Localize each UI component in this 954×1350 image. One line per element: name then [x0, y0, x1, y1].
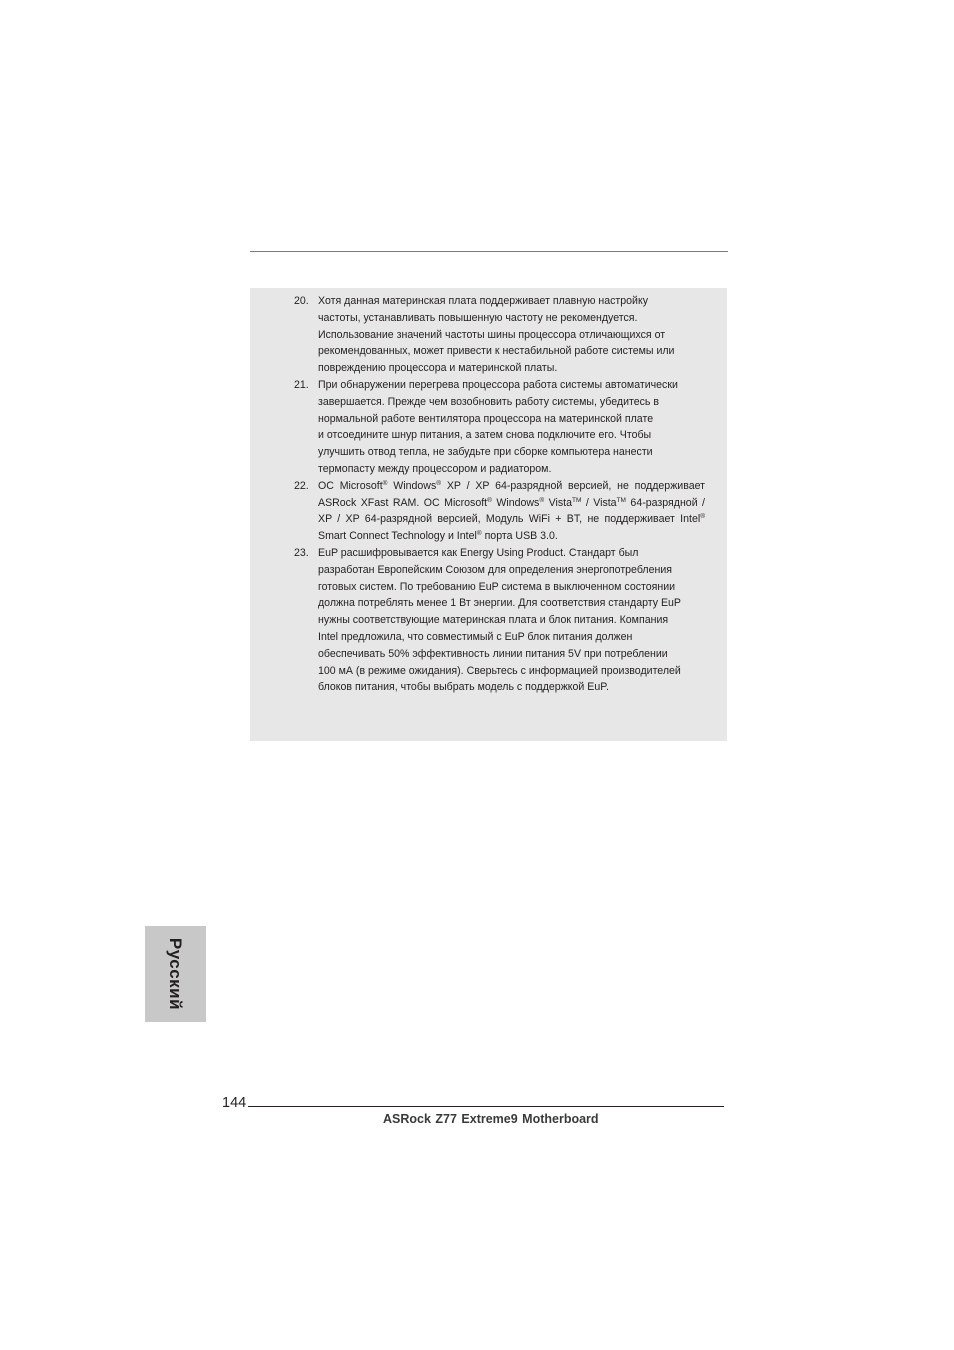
note-line: обеспечивать 50% эффективность линии питания 5V при потреблении — [318, 647, 668, 660]
registered-mark: ® — [382, 479, 388, 487]
footer-rule — [248, 1106, 724, 1107]
registered-mark: ® — [700, 513, 705, 521]
note-text-segment: / Vista — [581, 496, 617, 509]
note-line: частоты, устанавливать повышенную частоту не рекомендуется. — [318, 311, 638, 324]
note-item-20 — [250, 293, 727, 377]
note-line: Хотя данная материнская плата поддерживает плавную настройку — [318, 295, 648, 307]
note-line: нужны соответствующие материнская плата и блок питания. Компания — [318, 614, 669, 627]
trademark-mark: TM — [616, 496, 626, 504]
note-line: должна потреблять менее 1 Вт энергии. Для соответствия стандарту EuP — [318, 597, 682, 610]
registered-mark: ® — [539, 496, 545, 504]
note-text-segment: XP / XP 64-разрядной версией, не поддерживает ASRock XFast RAM. ОС Microsoft — [318, 479, 706, 509]
language-tab-label: Русский — [166, 937, 185, 1011]
note-line: завершается. Прежде чем возобновить работу системы, убедитесь в — [318, 395, 660, 408]
note-line: нормальной работе вентилятора процессора на материнской плате — [318, 412, 654, 425]
trademark-mark: TM — [571, 496, 582, 504]
note-item-23 — [250, 545, 727, 696]
note-line: разработан Европейским Союзом для определения энергопотребления — [318, 563, 672, 576]
footer-title: ASRock Z77 Extreme9 Motherboard — [383, 1112, 599, 1126]
note-paragraph — [318, 478, 705, 545]
note-text-segment: Smart Connect Technology и Intel — [318, 530, 477, 543]
registered-mark: ® — [487, 496, 492, 504]
note-line: EuP расшифровывается как Energy Using Product. Стандарт был — [318, 546, 639, 559]
note-line: рекомендованных, может привести к нестабильной работе системы или — [318, 345, 675, 358]
notes-list — [250, 293, 727, 696]
note-text-segment: Vista — [544, 496, 572, 509]
note-line: термопасту между процессором и радиатором. — [318, 462, 552, 475]
note-line: блоков питания, чтобы выбрать модель с поддержкой EuP. — [318, 681, 609, 694]
note-line: При обнаружении перегрева процессора работа системы автоматически — [318, 378, 678, 391]
header-rule — [250, 251, 728, 252]
note-line: Использование значений частоты шины процессора отличающихся от — [318, 328, 666, 341]
note-number: 23. — [294, 546, 309, 559]
page-number: 144 — [222, 1095, 247, 1111]
note-text-segment: 64-разрядной / XP / XP 64-разрядной версией, Модуль WiFi + BT, не поддерживает Intel — [318, 496, 706, 526]
note-text-segment: ОС Microsoft — [318, 479, 383, 492]
registered-mark: ® — [476, 530, 482, 538]
note-line: повреждению процессора и материнской платы. — [318, 362, 558, 375]
language-tab — [145, 926, 206, 1022]
note-item-22 — [250, 478, 727, 545]
note-text-segment: порта USB 3.0. — [481, 530, 558, 543]
note-number: 22. — [294, 479, 309, 492]
note-line: Intel предложила, что совместимый с EuP блок питания должен — [318, 630, 633, 643]
note-text-segment: Windows — [387, 479, 437, 492]
note-line: 100 мА (в режиме ожидания). Сверьтесь с информацией производителей — [318, 664, 681, 677]
note-number: 21. — [294, 378, 309, 391]
note-line: и отсоедините шнур питания, а затем снова подключите его. Чтобы — [318, 429, 652, 442]
notes-box — [250, 288, 727, 741]
registered-mark: ® — [436, 479, 442, 487]
note-number: 20. — [294, 295, 309, 307]
note-line: улучшить отвод тепла, не забудьте при сборке компьютера нанести — [318, 446, 653, 459]
note-line: готовых систем. По требованию EuP система в выключенном состоянии — [318, 580, 676, 593]
note-item-21 — [250, 377, 727, 478]
note-text-segment: Windows — [491, 496, 540, 509]
